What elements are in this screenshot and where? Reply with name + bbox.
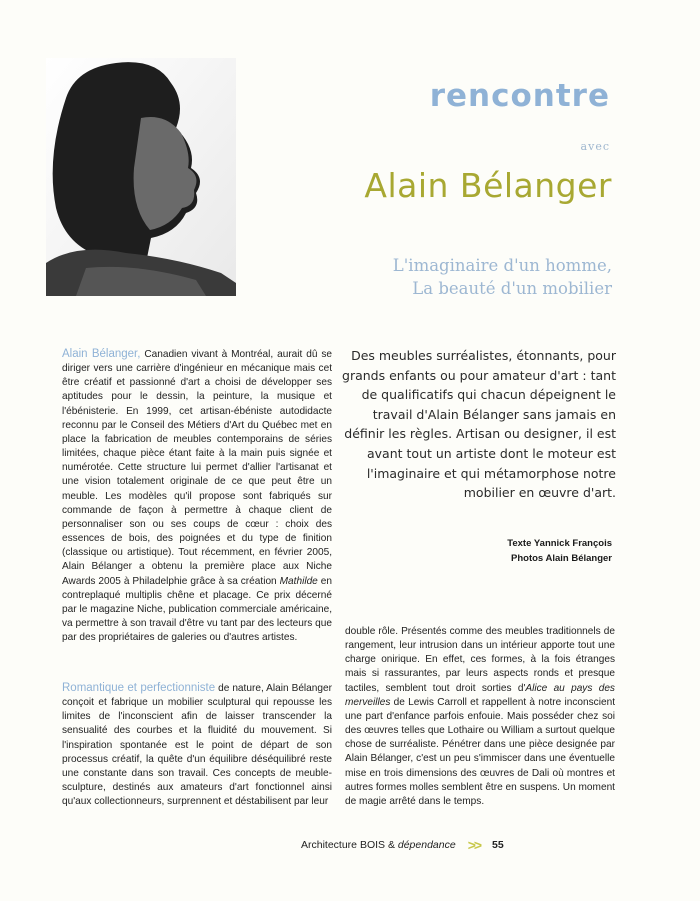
text-credit: Texte Yannick François xyxy=(507,538,612,549)
paragraph-text: Canadien vivant à Montréal, aurait dû se diriger vers une carrière d'ingénieur en mécanique mais cet être créatif et passionné d'art a choisi de développer ses aptitudes pour le dessin, la peinture, la musique et l'ébénisterie. En 1999, cet artisan-ébéniste autodidacte reconnu par le Conseil des Métiers d'Art du Québec met en place la fabrication de meubles contemporains de séries limitées, chaque pièce étant faite à la main puis signée et numérotée. Cette structure lui permet d'allier l'artisanat et une vision totalement originale de ce que peut être un meuble. Les modèles qu'il propose sont fabriqués sur commande de façon à permettre à chaque client de personnaliser son ou ses coups de cœur : choix des essences de bois, des poignées et du type de finition (classique ou artistique). Tout récemment, en février 2005, Alain Bélanger a obtenu la première place aux Niche Awards 2005 à Philadelphie grâce à sa création xyxy=(62,349,332,587)
work-title: Alice au pays des merveilles xyxy=(345,682,615,708)
section-kicker: rencontre xyxy=(429,78,610,114)
page-footer xyxy=(301,837,504,853)
page-number: 55 xyxy=(492,839,504,851)
subtitle-line-2: La beauté d'un mobilier xyxy=(412,279,612,298)
paragraph-text: de nature, Alain Bélanger conçoit et fabrique un mobilier sculptural qui repousse les limites de l'inconscient afin de laisser transcender la sensualité des courbes et la fluidité du mouvement. Si l'inspiration spontanée est le point de départ de son processus créatif, la quête d'un équilibre déséquilibré reste une constante dans son travail. Ces concepts de meuble-sculpture, destinés aux amateurs d'art fonctionnel ainsi qu'aux collectionneurs, surprennent et déstabilisent par leur xyxy=(62,683,332,808)
interviewee-name: Alain Bélanger xyxy=(364,166,612,205)
body-paragraph-1 xyxy=(62,347,332,645)
lead-paragraph: Des meubles surréalistes, étonnants, pour grands enfants ou pour amateur d'art : tant de qualificatifs qui chacun dépeignent le travail d'Alain Bélanger sans jamais en définir les règles. Artisan ou designer, il est avant tout un artiste dont le moteur est l'imaginaire et qui métamorphose notre mobilier en œuvre d'art. xyxy=(342,348,616,501)
paragraph-text: en contreplaqué multiplis chêne et placage. Ce prix décerné par le magazine Niche, publication commerciale américaine, va permettre à son travail d'être vu tant par des lecteurs que par des propriétaires de galeries ou d'autres artistes. xyxy=(62,575,332,644)
photo-credit: Photos Alain Bélanger xyxy=(511,553,612,564)
chevron-right-icon: >> xyxy=(467,837,481,853)
paragraph-lead-in: Romantique et perfectionniste xyxy=(62,682,216,694)
paragraph-text: double rôle. Présentés comme des meubles traditionnels de rangement, leur intrusion dans un intérieur apporte tout une charge onirique. En effet, ces formes, à la fois étranges mais si rassurantes, par leurs aspects ronds et presque tactiles, semblent tout droit sorties d' xyxy=(345,626,615,694)
portrait-image xyxy=(46,58,236,296)
paragraph-lead-in: Alain Bélanger, xyxy=(62,348,141,360)
work-title: Mathilde xyxy=(279,575,318,587)
subtitle-line-1: L'imaginaire d'un homme, xyxy=(392,256,612,275)
portrait-photo xyxy=(46,58,236,296)
article-subtitle xyxy=(393,254,612,300)
credits xyxy=(507,536,612,566)
body-paragraph-3 xyxy=(345,625,615,809)
paragraph-text: de Lewis Carroll et rappellent à notre inconscient une part d'enfance parfois enfouie. Mais posséder chez soi des œuvres telles que Lothaire ou William a surtout quelque chose de surréaliste. Pénétrer dans une pièce designée par Alain Bélanger, c'est un peu s'immiscer dans une éventuelle mise en trois dimensions des œuvres de Dali où montres et autres formes molles semblent être en suspens. Un moment de magie arrêté dans le temps. xyxy=(345,696,615,807)
kicker-connector: avec xyxy=(580,140,610,153)
publication-name: Architecture BOIS & dépendance xyxy=(301,839,456,851)
body-paragraph-2 xyxy=(62,681,332,809)
